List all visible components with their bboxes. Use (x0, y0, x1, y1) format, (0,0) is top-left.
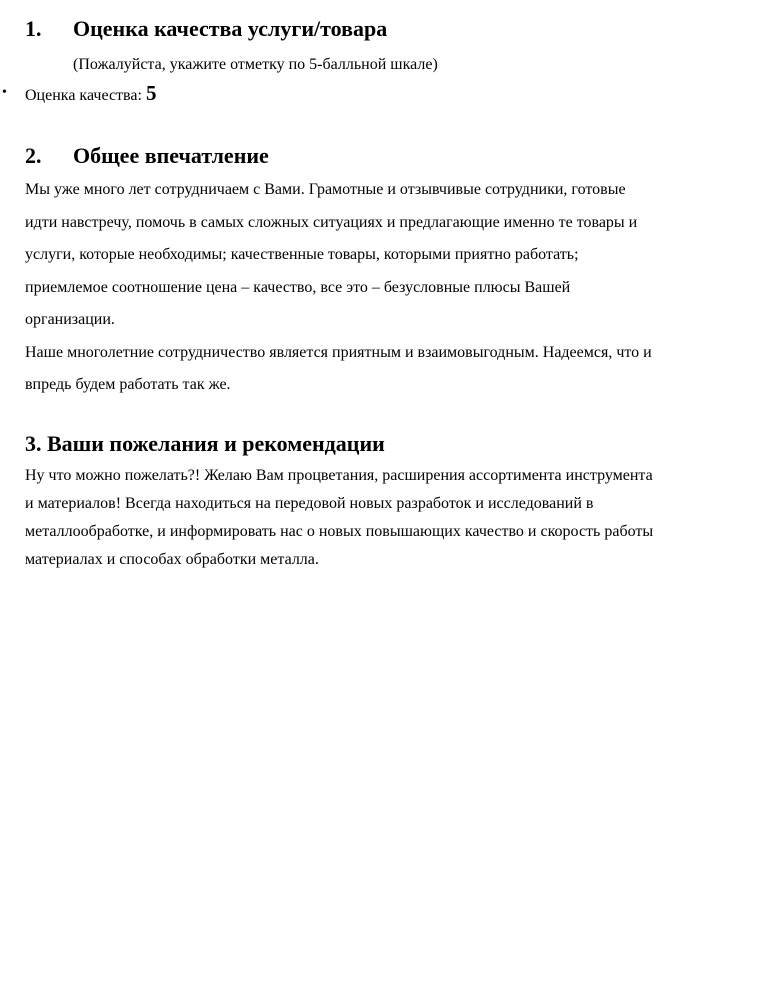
section-3-title: 3. Ваши пожелания и рекомендации (25, 431, 385, 456)
section-2-number: 2. (25, 143, 42, 168)
impression-line: впредь будем работать так же. (25, 376, 231, 393)
impression-line: организации. (25, 311, 115, 328)
section-3-heading (25, 431, 385, 457)
section-2-heading (25, 143, 269, 169)
general-impression-text (25, 174, 750, 402)
impression-line: услуги, которые необходимы; качественные товары, которыми приятно работать; (25, 246, 579, 263)
wishes-line: и материалов! Всегда находиться на передовой новых разработок и исследований в (25, 495, 594, 512)
rating-value: 5 (145, 81, 157, 105)
rating-bullet-item (0, 82, 400, 106)
section-1-heading (25, 16, 387, 42)
section-1-title: Оценка качества услуги/товара (73, 16, 388, 41)
rating-scale-note: (Пожалуйста, укажите отметку по 5-балльной шкале) (73, 56, 438, 73)
rating-label: Оценка качества: (25, 87, 142, 104)
wishes-line: материалах и способах обработки металла. (25, 551, 319, 568)
wishes-line: Ну что можно пожелать?! Желаю Вам процветания, расширения ассортимента инструмента (25, 467, 653, 484)
wishes-recommendations-text (25, 462, 750, 574)
impression-line: Мы уже много лет сотрудничаем с Вами. Грамотные и отзывчивые сотрудники, готовые (25, 181, 626, 198)
wishes-line: металлообработке, и информировать нас о новых повышающих качество и скорость работы (25, 523, 654, 540)
impression-line: приемлемое соотношение цена – качество, все это – безусловные плюсы Вашей (25, 278, 571, 296)
impression-line: идти навстречу, помочь в самых сложных ситуациях и предлагающие именно те товары и (25, 213, 638, 231)
bullet-dot-icon: • (2, 85, 7, 100)
section-1-number: 1. (25, 16, 42, 41)
impression-line: Наше многолетние сотрудничество является приятным и взаимовыгодным. Надеемся, что и (25, 343, 652, 361)
section-2-title: Общее впечатление (73, 143, 269, 168)
